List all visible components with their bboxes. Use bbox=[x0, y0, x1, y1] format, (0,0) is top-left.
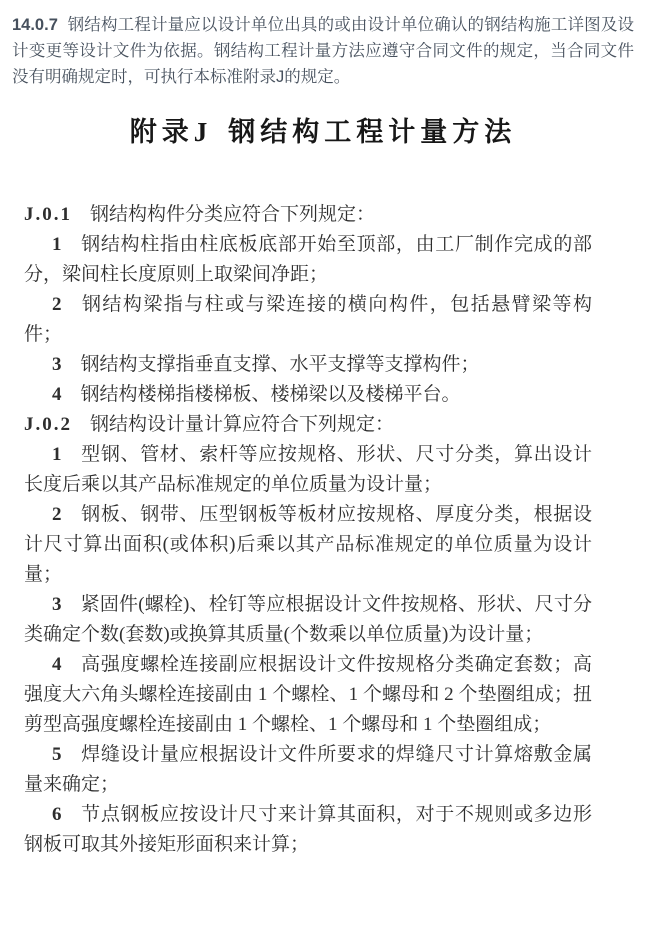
appendix-title bbox=[0, 114, 646, 150]
clause-item bbox=[24, 500, 592, 590]
clause-item bbox=[24, 380, 592, 410]
item-number: 1 bbox=[52, 234, 62, 255]
item-text: 钢结构支撑指垂直支撑、水平支撑等支撑构件； bbox=[80, 354, 480, 375]
item-text: 高强度螺栓连接副应根据设计文件按规格分类确定套数；高强度大六角头螺栓连接副由 1 个螺栓、1 个螺母和 2 个垫圈组成；扭剪型高强度螺栓连接副由 1 个螺栓、1 个螺母和 1 个垫圈组成； bbox=[24, 654, 592, 735]
clause-item bbox=[24, 590, 592, 650]
item-text: 钢板、钢带、压型钢板等板材应按规格、厚度分类，根据设计尺寸算出面积(或体积)后乘以其产品标准规定的单位质量为设计量； bbox=[24, 504, 592, 585]
clause-item bbox=[24, 290, 592, 350]
clause-J-0-2 bbox=[24, 410, 592, 440]
item-text: 节点钢板应按设计尺寸来计算其面积，对于不规则或多边形钢板可取其外接矩形面积来计算； bbox=[24, 804, 592, 855]
appendix-title-main: 钢结构工程计量方法 bbox=[228, 117, 517, 147]
item-number: 2 bbox=[52, 504, 62, 525]
intro-paragraph bbox=[0, 0, 646, 90]
item-number: 1 bbox=[52, 444, 62, 465]
item-text: 紧固件(螺栓)、栓钉等应根据设计文件按规格、形状、尺寸分类确定个数(套数)或换算其质量(个数乘以单位质量)为设计量； bbox=[24, 594, 592, 645]
item-text: 钢结构梁指与柱或与梁连接的横向构件，包括悬臂梁等构件； bbox=[24, 294, 592, 345]
item-text: 钢结构柱指由柱底板底部开始至顶部，由工厂制作完成的部分，梁间柱长度原则上取梁间净距； bbox=[24, 234, 592, 285]
clause-heading: 钢结构设计量计算应符合下列规定： bbox=[90, 414, 395, 435]
item-number: 4 bbox=[52, 384, 62, 405]
clause-number: J.0.2 bbox=[24, 414, 72, 435]
item-text: 钢结构楼梯指楼梯板、楼梯梁以及楼梯平台。 bbox=[80, 384, 461, 405]
item-number: 4 bbox=[52, 654, 62, 675]
item-number: 6 bbox=[52, 804, 62, 825]
clause-heading: 钢结构构件分类应符合下列规定： bbox=[90, 204, 376, 225]
clause-item bbox=[24, 740, 592, 800]
clause-item bbox=[24, 440, 592, 500]
item-text: 焊缝设计量应根据设计文件所要求的焊缝尺寸计算熔敷金属量来确定； bbox=[24, 744, 592, 795]
item-number: 3 bbox=[52, 354, 62, 375]
appendix-title-prefix: 附录J bbox=[129, 117, 213, 147]
appendix-body bbox=[24, 200, 592, 860]
item-number: 2 bbox=[52, 294, 62, 315]
clause-item bbox=[24, 650, 592, 740]
item-text: 型钢、管材、索杆等应按规格、形状、尺寸分类，算出设计长度后乘以其产品标准规定的单位质量为设计量； bbox=[24, 444, 592, 495]
clause-number: J.0.1 bbox=[24, 204, 72, 225]
intro-clause-text: 钢结构工程计量应以设计单位出具的或由设计单位确认的钢结构施工详图及设计变更等设计文件为依据。钢结构工程计量方法应遵守合同文件的规定，当合同文件没有明确规定时，可执行本标准附录J的规定。 bbox=[12, 16, 634, 86]
clause-J-0-1 bbox=[24, 200, 592, 230]
clause-item bbox=[24, 350, 592, 380]
item-number: 5 bbox=[52, 744, 62, 765]
item-number: 3 bbox=[52, 594, 62, 615]
intro-clause-number: 14.0.7 bbox=[12, 16, 58, 34]
clause-item bbox=[24, 800, 592, 860]
clause-item bbox=[24, 230, 592, 290]
